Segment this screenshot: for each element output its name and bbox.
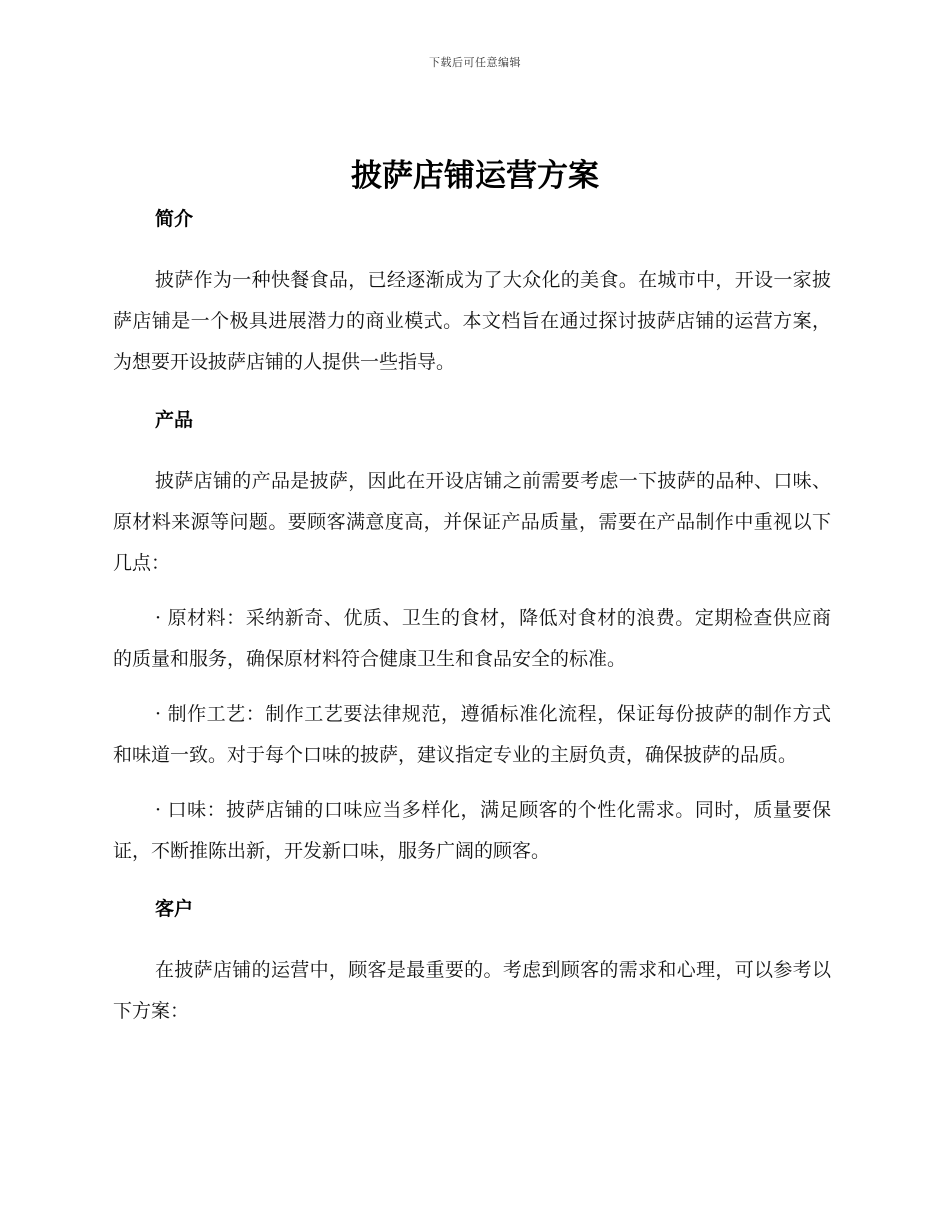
section-heading: 产品 <box>155 409 194 431</box>
paragraph: 在披萨店铺的运营中，顾客是最重要的。考虑到顾客的需求和心理，可以参考以下方案： <box>113 959 831 1022</box>
document-body <box>113 202 831 1046</box>
section-heading: 客户 <box>155 898 194 920</box>
paragraph: 披萨作为一种快餐食品，已经逐渐成为了大众化的美食。在城市中，开设一家披萨店铺是一个极具进展潜力的商业模式。本文档旨在通过探讨披萨店铺的运营方案，为想要开设披萨店铺的人提供一些指导。 <box>113 269 831 373</box>
section-customer <box>113 892 831 1032</box>
document-title: 披萨店铺运营方案 <box>351 158 599 194</box>
section-heading: 简介 <box>155 208 194 230</box>
bullet-paragraph: · 口味：披萨店铺的口味应当多样化，满足顾客的个性化需求。同时，质量要保证，不断推陈出新，开发新口味，服务广阔的顾客。 <box>113 799 831 862</box>
header-note: 下载后可任意编辑 <box>429 56 521 69</box>
section-intro <box>113 202 831 383</box>
bullet-paragraph: · 制作工艺：制作工艺要法律规范，遵循标准化流程，保证每份披萨的制作方式和味道一致。对于每个口味的披萨，建议指定专业的主厨负责，确保披萨的品质。 <box>113 703 831 766</box>
paragraph: 披萨店铺的产品是披萨，因此在开设店铺之前需要考虑一下披萨的品种、口味、原材料来源等问题。要顾客满意度高，并保证产品质量，需要在产品制作中重视以下几点： <box>113 470 831 574</box>
section-product <box>113 403 831 872</box>
bullet-paragraph: · 原材料：采纳新奇、优质、卫生的食材，降低对食材的浪费。定期检查供应商的质量和服务，确保原材料符合健康卫生和食品安全的标准。 <box>113 607 831 670</box>
